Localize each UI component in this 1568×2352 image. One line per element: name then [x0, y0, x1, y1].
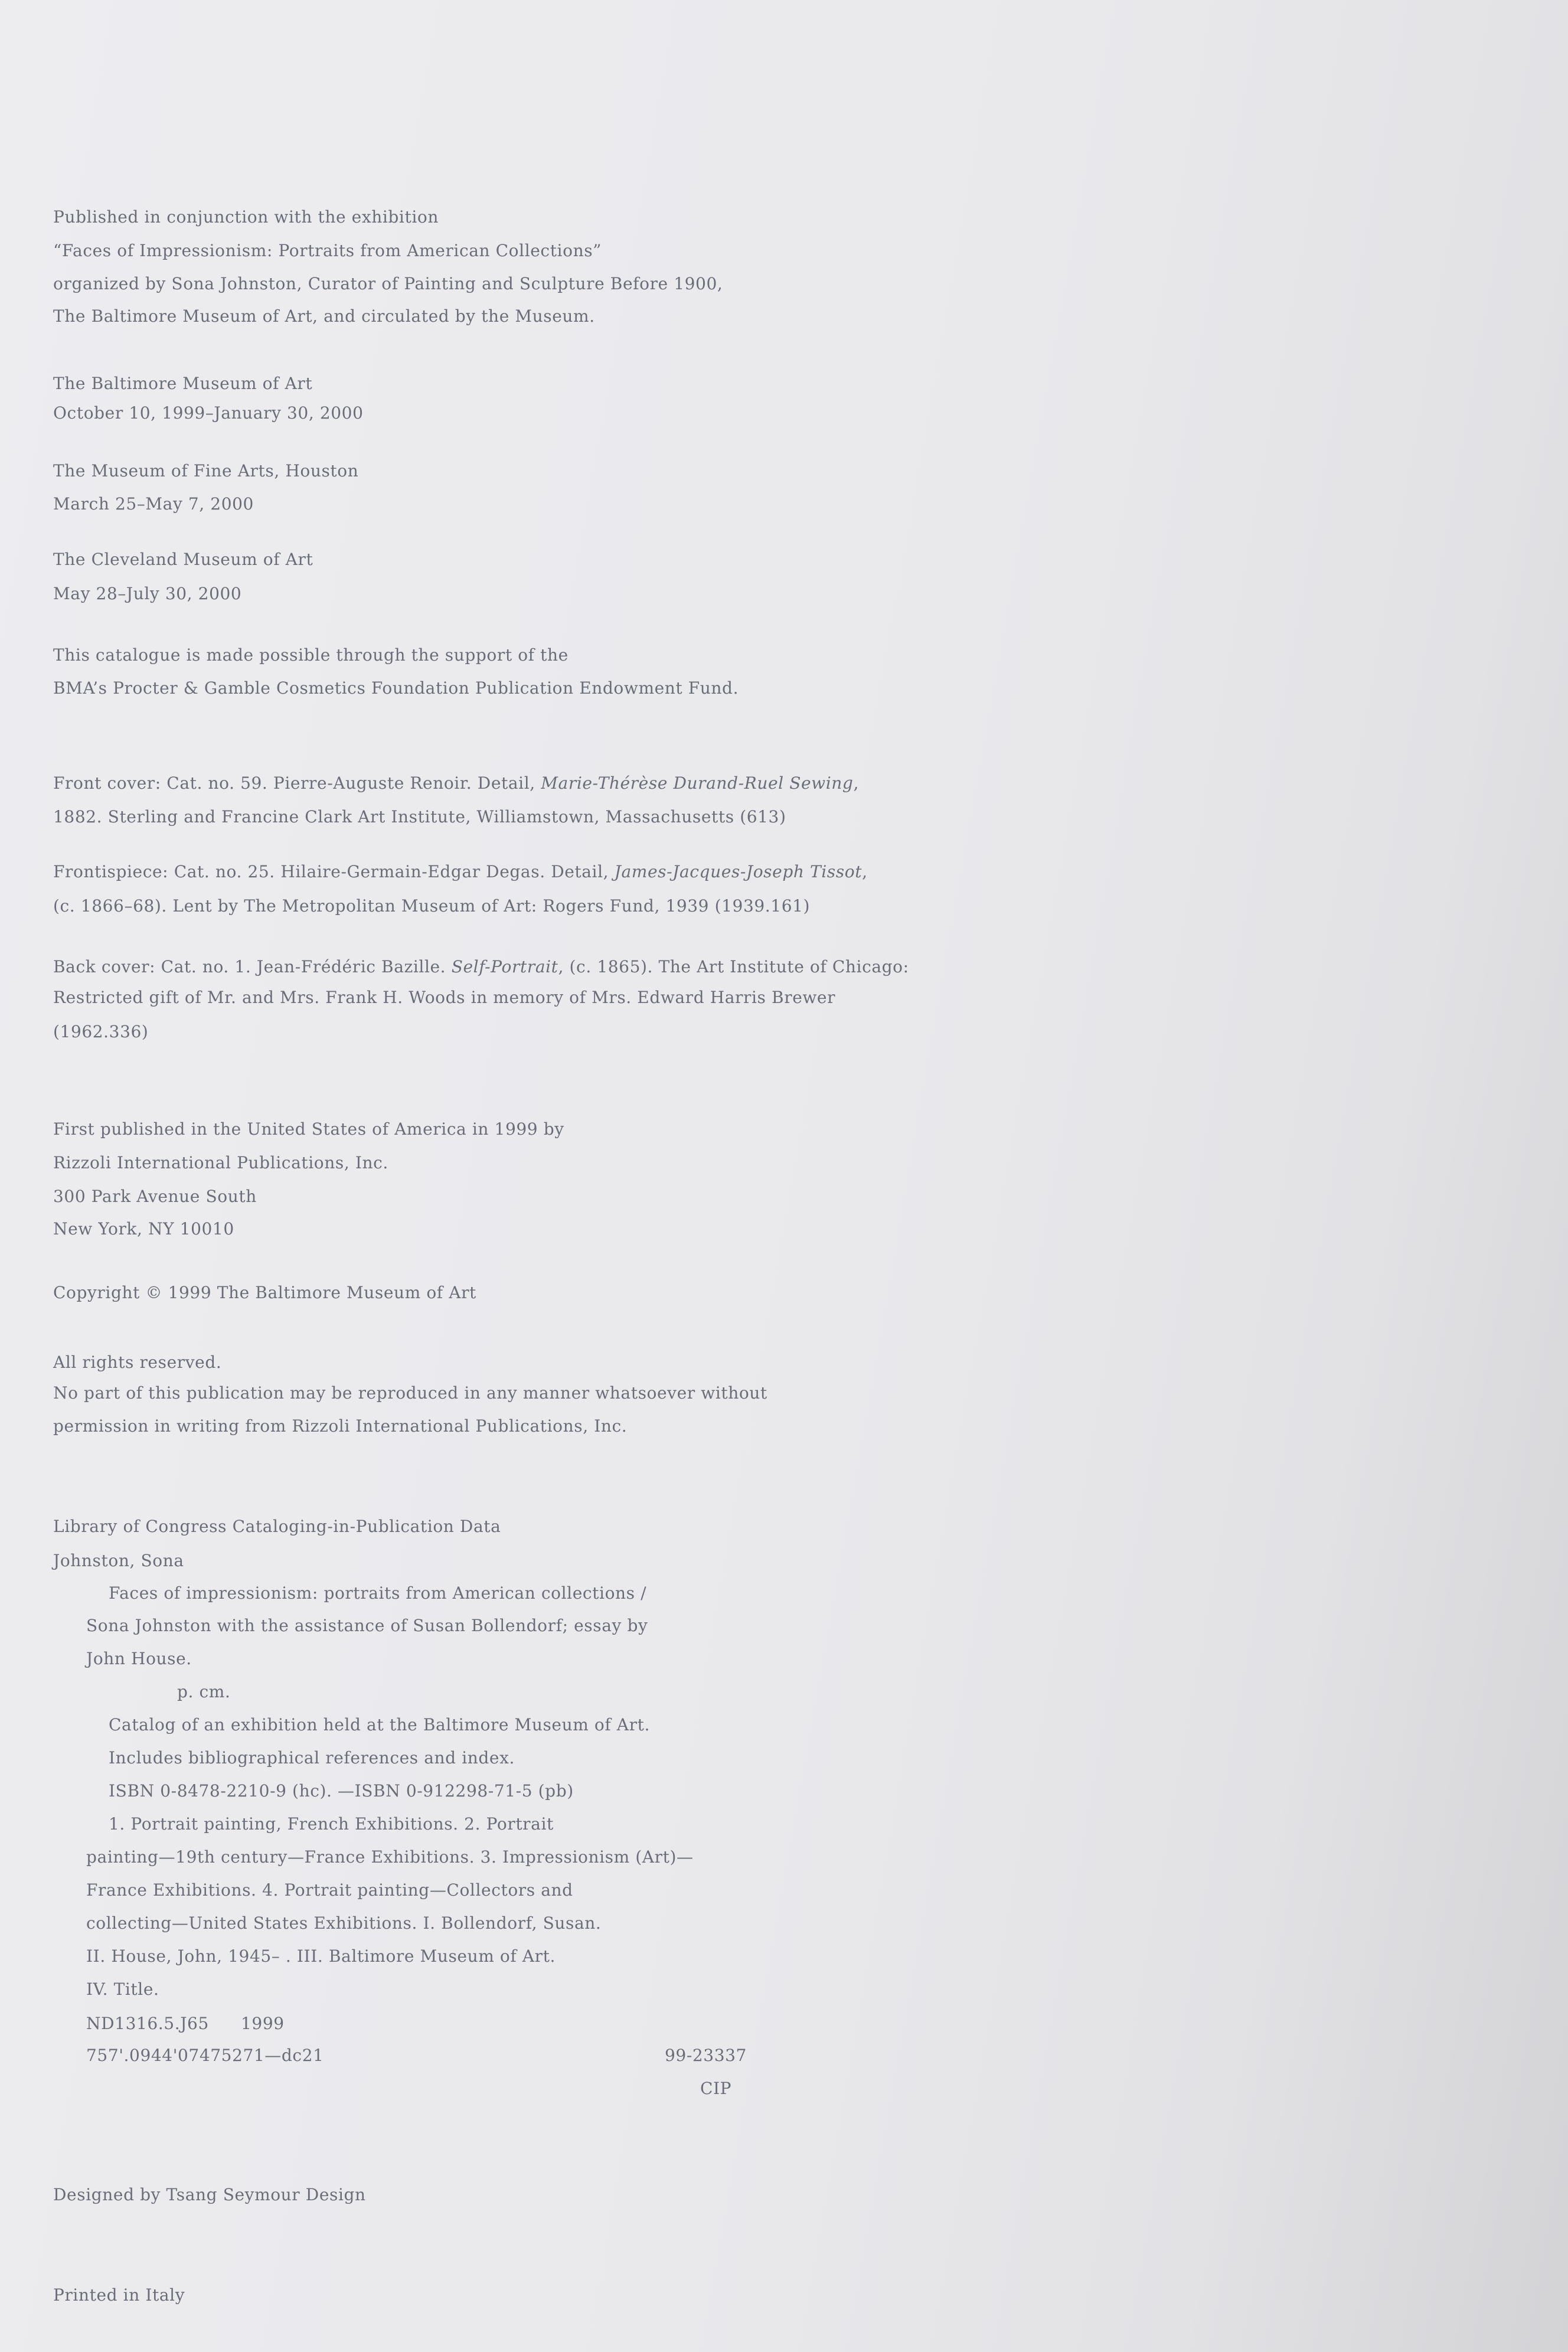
front-cover-line-2: 1882. Sterling and Francine Clark Art Institute, Williamstown, Massachusetts (613)	[53, 807, 786, 827]
support-line-1: This catalogue is made possible through the support of the	[53, 645, 569, 665]
rights-line-3: permission in writing from Rizzoli International Publications, Inc.	[53, 1416, 628, 1436]
cip-author: Johnston, Sona	[53, 1551, 184, 1570]
exhibition-line-1: Published in conjunction with the exhibition	[53, 207, 439, 227]
cip-subject-4: collecting—United States Exhibitions. I. Bollendorf, Susan.	[86, 1913, 602, 1933]
frontispiece-suffix: ,	[862, 862, 868, 881]
cip-subject-6: IV. Title.	[86, 1979, 159, 1999]
frontispiece-prefix: Frontispiece: Cat. no. 25. Hilaire-Germain-Edgar Degas. Detail,	[53, 862, 615, 881]
cip-label: CIP	[700, 2079, 732, 2098]
venue-3-name: The Cleveland Museum of Art	[53, 550, 313, 569]
cip-note-2: Includes bibliographical references and index.	[109, 1748, 515, 1768]
back-cover-suffix: , (c. 1865). The Art Institute of Chicago:	[558, 957, 909, 976]
back-cover-artwork-title: Self-Portrait	[451, 957, 558, 976]
cip-title-line-1: Faces of impressionism: portraits from American collections /	[109, 1583, 647, 1603]
front-cover-prefix: Front cover: Cat. no. 59. Pierre-Auguste Renoir. Detail,	[53, 773, 541, 793]
exhibition-line-4: The Baltimore Museum of Art, and circulated by the Museum.	[53, 306, 595, 326]
front-cover-line-1	[53, 772, 859, 795]
cip-physical-description: p. cm.	[177, 1682, 231, 1701]
cip-title-line-2: Sona Johnston with the assistance of Susan Bollendorf; essay by	[86, 1616, 648, 1635]
designer-credit: Designed by Tsang Seymour Design	[53, 2185, 366, 2204]
exhibition-line-3: organized by Sona Johnston, Curator of Painting and Sculpture Before 1900,	[53, 274, 723, 293]
cip-subject-1: 1. Portrait painting, French Exhibitions. 2. Portrait	[109, 1814, 554, 1834]
publisher-line-3: 300 Park Avenue South	[53, 1187, 257, 1206]
cip-subject-5: II. House, John, 1945– . III. Baltimore Museum of Art.	[86, 1946, 556, 1966]
back-cover-prefix: Back cover: Cat. no. 1. Jean-Frédéric Bazille.	[53, 957, 452, 976]
publisher-line-4: New York, NY 10010	[53, 1219, 234, 1239]
cip-title-line-3: John House.	[86, 1649, 192, 1668]
back-cover-line-3: (1962.336)	[53, 1022, 149, 1041]
frontispiece-line-2: (c. 1866–68). Lent by The Metropolitan Museum of Art: Rogers Fund, 1939 (1939.161)	[53, 896, 811, 916]
frontispiece-artwork-title: James-Jacques-Joseph Tissot	[614, 862, 863, 881]
cip-lccn: 99-23337	[665, 2046, 747, 2065]
front-cover-artwork-title: Marie-Thérèse Durand-Ruel Sewing	[541, 773, 854, 793]
cip-heading: Library of Congress Cataloging-in-Publication Data	[53, 1517, 501, 1536]
cip-subject-3: France Exhibitions. 4. Portrait painting—Collectors and	[86, 1880, 573, 1900]
exhibition-line-2: “Faces of Impressionism: Portraits from American Collections”	[53, 241, 602, 260]
printer-credit: Printed in Italy	[53, 2285, 185, 2305]
venue-1-name: The Baltimore Museum of Art	[53, 374, 313, 393]
copyright-line: Copyright © 1999 The Baltimore Museum of Art	[53, 1283, 476, 1302]
cip-call-number: ND1316.5.J65	[86, 2014, 209, 2033]
cip-note-1: Catalog of an exhibition held at the Baltimore Museum of Art.	[109, 1715, 650, 1734]
venue-3-dates: May 28–July 30, 2000	[53, 584, 242, 603]
back-cover-line-1	[53, 955, 909, 979]
frontispiece-line-1	[53, 860, 868, 884]
publisher-line-1: First published in the United States of America in 1999 by	[53, 1119, 564, 1139]
cip-year: 1999	[241, 2014, 285, 2033]
back-cover-line-2: Restricted gift of Mr. and Mrs. Frank H. Woods in memory of Mrs. Edward Harris Brewer	[53, 988, 836, 1007]
front-cover-suffix: ,	[853, 773, 859, 793]
venue-2-dates: March 25–May 7, 2000	[53, 494, 254, 514]
cip-subject-2: painting—19th century—France Exhibitions. 3. Impressionism (Art)—	[86, 1847, 694, 1867]
publisher-line-2: Rizzoli International Publications, Inc.	[53, 1153, 388, 1172]
rights-line-2: No part of this publication may be reproduced in any manner whatsoever without	[53, 1383, 767, 1403]
cip-isbn: ISBN 0-8478-2210-9 (hc). —ISBN 0-912298-71-5 (pb)	[109, 1781, 574, 1801]
support-line-2: BMA’s Procter & Gamble Cosmetics Foundation Publication Endowment Fund.	[53, 678, 739, 698]
venue-2-name: The Museum of Fine Arts, Houston	[53, 461, 359, 481]
rights-line-1: All rights reserved.	[53, 1353, 222, 1372]
cip-dewey: 757'.0944'07475271—dc21	[86, 2046, 324, 2065]
venue-1-dates: October 10, 1999–January 30, 2000	[53, 403, 364, 423]
